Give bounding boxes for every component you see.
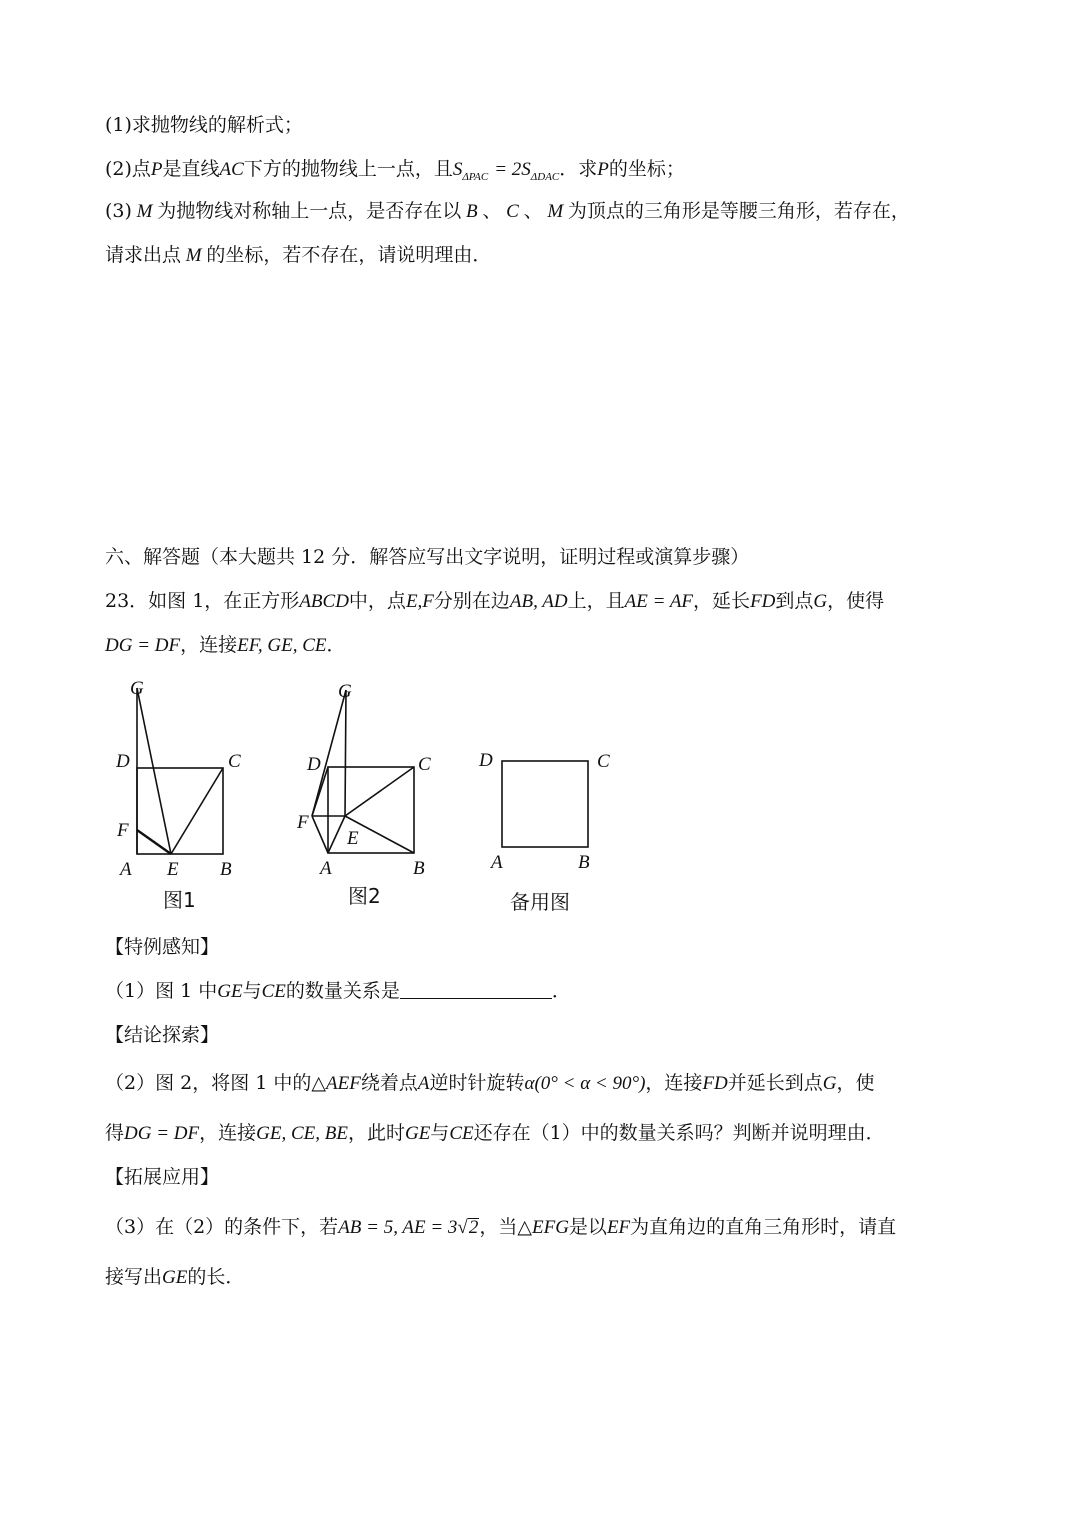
var-M: M [542, 201, 568, 222]
text: 23．如图 1，在正方形 [105, 590, 300, 612]
q23-part2-line2 [105, 1120, 885, 1147]
q22-part3-line2 [105, 242, 491, 269]
text: (3) [105, 200, 132, 222]
text: 为顶点的三角形是等腰三角形，若存在， [567, 200, 910, 222]
sqrt: √2 [457, 1217, 479, 1238]
fig3-label-D: D [479, 750, 493, 771]
fig1-label-D: D [116, 751, 130, 772]
text: ，此时 [347, 1122, 405, 1144]
text: 是直线 [162, 158, 220, 180]
q22-part3-line1 [105, 198, 910, 225]
subscript: ΔDAC [530, 171, 560, 183]
fig2-caption: 图2 [348, 884, 381, 908]
heading: 【结论探索】 [105, 1024, 220, 1046]
geometry-figures [0, 670, 1080, 940]
var-GE: GE [217, 981, 243, 1002]
area-S2: $S_{\Delta DAC}$ [521, 159, 560, 183]
fig3-label-C: C [597, 751, 610, 772]
text: ，连接 [199, 1122, 257, 1144]
text: 是以 [568, 1216, 607, 1238]
fig2-label-E: E [347, 828, 359, 849]
text: 逆时针旋转 [429, 1072, 525, 1094]
var-list: EF, GE, CE [237, 635, 327, 656]
text: （1）图 1 中 [105, 980, 218, 1002]
fig2-line-GE [345, 690, 346, 816]
text: 请求出点 [105, 244, 182, 266]
var-AC: AC [219, 159, 244, 180]
var-alpha: α [524, 1073, 535, 1094]
text: 与 [430, 1122, 450, 1144]
var-G: G [822, 1073, 837, 1094]
fig1-label-B: B [220, 859, 232, 880]
text: 绕着点 [360, 1072, 418, 1094]
var-P: P [597, 159, 609, 180]
text: 、 [523, 200, 543, 222]
fig1-square [137, 768, 223, 854]
var-A: A [417, 1073, 430, 1094]
section6-title [105, 544, 749, 570]
fig1-label-F: F [117, 820, 129, 841]
fig2-line-AE [328, 816, 345, 853]
fig2-label-D: D [307, 754, 321, 775]
text: 并延长到点 [727, 1072, 823, 1094]
q23-part2-line1 [105, 1070, 875, 1097]
fig1-label-G: G [130, 678, 144, 699]
section-special-case [105, 934, 219, 960]
text: (2)点 [105, 158, 151, 180]
fig1-line-GE [137, 688, 171, 854]
subscript: ΔPAC [462, 171, 489, 183]
var-EF: EF [606, 1217, 631, 1238]
tri-AEF: △AEF [311, 1073, 361, 1094]
var-CE: CE [449, 1123, 474, 1144]
section-conclusion [105, 1022, 219, 1048]
text: 的数量关系是 [285, 980, 400, 1002]
var-B: B [461, 201, 483, 222]
q23-intro-line1 [105, 588, 884, 615]
var-list: GE, CE, BE [256, 1123, 348, 1144]
sqrt-value: 2 [468, 1217, 479, 1238]
text: 接写出 [105, 1266, 163, 1288]
text: 得 [105, 1122, 125, 1144]
text: ，使得 [827, 590, 885, 612]
text: 分别在边 [433, 590, 510, 612]
q22-part2 [105, 156, 685, 190]
tri-EFG: △EFG [517, 1217, 569, 1238]
fig1-line-CE [171, 768, 223, 854]
fig2-line-CE [345, 767, 414, 816]
text: 与 [242, 980, 262, 1002]
text: 下方的抛物线上一点，且 [243, 158, 453, 180]
fig3-caption: 备用图 [510, 890, 570, 914]
var-G: G [813, 591, 828, 612]
fig1-label-C: C [228, 751, 241, 772]
text: 上，且 [567, 590, 625, 612]
eq-AE-AF: AE = AF [624, 591, 694, 612]
eq-DG-DF: DG = DF [124, 1123, 200, 1144]
fig2-line-FA [312, 816, 328, 853]
answer-blank[interactable] [400, 980, 552, 999]
q23-part3-line1 [105, 1214, 896, 1241]
text: ，使 [836, 1072, 875, 1094]
eq-DG-DF: DG = DF [105, 635, 181, 656]
text: ，延长 [693, 590, 751, 612]
text: ，当 [479, 1216, 518, 1238]
fig2-label-C: C [418, 754, 431, 775]
var-P: P [150, 159, 163, 180]
fig1-caption: 图1 [163, 888, 196, 912]
text: 中，点 [348, 590, 406, 612]
var-M: M [181, 245, 207, 266]
text: 为直角边的直角三角形时，请直 [630, 1216, 897, 1238]
q22-part1 [105, 112, 303, 138]
fig1-line-FE [137, 830, 171, 854]
fig2-label-B: B [413, 858, 425, 879]
text: （2）图 2，将图 1 中的 [105, 1072, 312, 1094]
section-extension [105, 1164, 219, 1190]
var-C: C [501, 201, 524, 222]
var-EF: E,F [405, 591, 434, 612]
fig1-label-A: A [120, 859, 132, 880]
fig3-label-B: B [578, 852, 590, 873]
fig1-label-E: E [167, 859, 179, 880]
text: ，连接 [645, 1072, 703, 1094]
fig2-line-GF [312, 690, 346, 816]
heading: 【特例感知】 [105, 936, 220, 958]
q23-part1 [105, 978, 571, 1005]
heading: 【拓展应用】 [105, 1166, 220, 1188]
area-S1: $S_{\Delta PAC}$ [452, 159, 489, 183]
fig3-square [502, 761, 588, 847]
var-GE: GE [162, 1267, 188, 1288]
var-GE: GE [404, 1123, 431, 1144]
text: 到点 [775, 590, 814, 612]
fig2-square [328, 767, 414, 853]
condition: AB = 5, AE = 3 [338, 1217, 458, 1238]
text: 的长． [187, 1266, 245, 1288]
equals-2: = 2 [494, 159, 522, 180]
text: 的坐标，若不存在，请说明理由． [206, 244, 492, 266]
q22-part1-text: (1)求抛物线的解析式； [105, 114, 303, 136]
text: ． [326, 634, 346, 656]
var-AB-AD: AB, AD [509, 591, 568, 612]
fig3-label-A: A [491, 852, 503, 873]
text: ． [551, 980, 571, 1002]
text: ．求 [559, 158, 598, 180]
text: 、 [482, 200, 502, 222]
fig2-label-G: G [338, 681, 352, 702]
fig2-label-A: A [320, 858, 332, 879]
var-FD: FD [750, 591, 776, 612]
var-ABCD: ABCD [299, 591, 349, 612]
var-M: M [131, 201, 158, 222]
text: 还存在（1）中的数量关系吗？判断并说明理由． [473, 1122, 885, 1144]
range: (0° < α < 90°) [534, 1073, 646, 1094]
text: 为抛物线对称轴上一点，是否存在以 [157, 200, 462, 222]
section6-title-text: 六、解答题（本大题共 12 分．解答应写出文字说明，证明过程或演算步骤） [105, 546, 750, 568]
text: 的坐标； [608, 158, 685, 180]
text: （3）在（2）的条件下，若 [105, 1216, 339, 1238]
fig2-label-F: F [297, 812, 309, 833]
var-CE: CE [261, 981, 286, 1002]
q23-part3-line2 [105, 1264, 244, 1291]
text: ，连接 [180, 634, 238, 656]
var-FD: FD [702, 1073, 728, 1094]
q23-intro-line2 [105, 632, 346, 659]
